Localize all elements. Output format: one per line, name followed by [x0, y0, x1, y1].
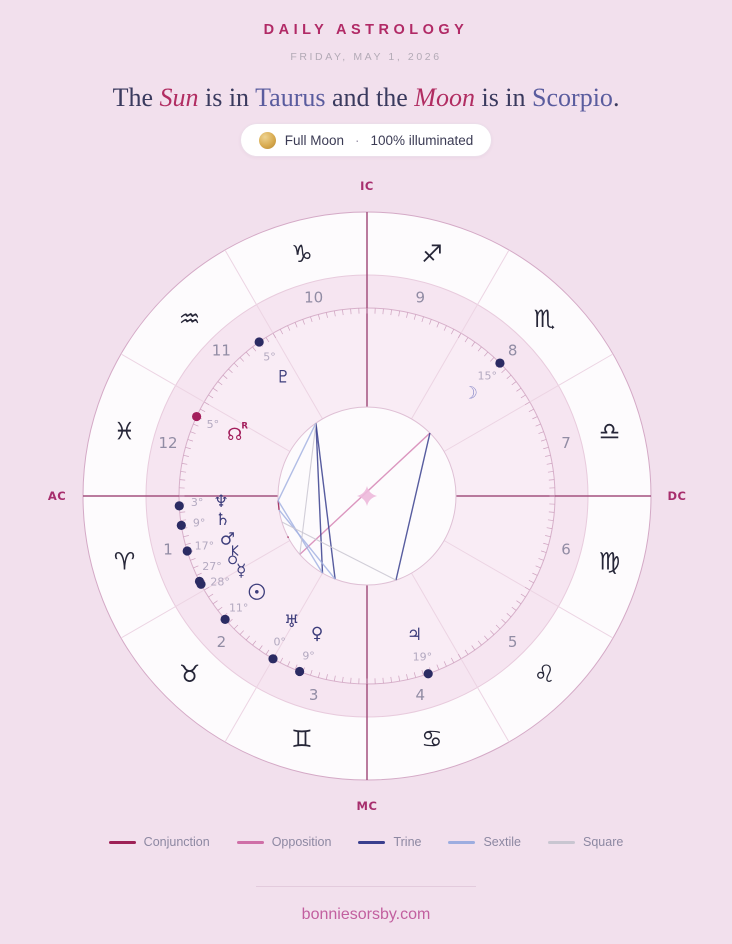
house-number: 1	[163, 540, 173, 559]
footer-divider	[256, 886, 476, 887]
headline-moon-sign: Scorpio	[532, 83, 613, 112]
planet-degree: 9°	[192, 516, 206, 530]
moon-phase-badge-wrap	[0, 123, 732, 157]
planet-dot-mars	[183, 546, 192, 555]
retrograde-marker: R	[241, 421, 248, 432]
zodiac-cancer-icon: ♋	[421, 724, 443, 753]
legend-label: Square	[583, 835, 624, 849]
zodiac-aries-icon: ♈	[113, 547, 136, 576]
headline-moon-word: Moon	[414, 83, 475, 112]
planet-dot-sun	[221, 615, 230, 624]
planet-degree: 17°	[194, 539, 215, 553]
headline	[0, 83, 732, 113]
mars-icon: ♂	[219, 529, 236, 550]
legend-label: Conjunction	[143, 835, 210, 849]
legend-swatch	[448, 841, 475, 844]
planet-degree: 3°	[190, 496, 204, 510]
legend-item-square	[548, 835, 623, 849]
north-node-icon: ☊	[227, 425, 243, 446]
zodiac-taurus-icon: ♉	[178, 659, 201, 688]
headline-suffix: .	[612, 83, 620, 112]
legend-label: Sextile	[483, 835, 521, 849]
axis-label-dc: DC	[667, 489, 687, 504]
planet-degree: 19°	[412, 650, 433, 664]
moon-phase-label: Full Moon	[284, 132, 344, 148]
planet-degree: 27°	[202, 559, 222, 573]
full-moon-icon	[259, 132, 276, 149]
axis-label-ac: AC	[47, 489, 67, 504]
pluto-icon: ♇	[275, 367, 291, 388]
legend-swatch	[548, 841, 575, 844]
house-number: 12	[158, 433, 178, 452]
zodiac-capricorn-icon: ♑	[291, 239, 313, 268]
house-number: 9	[415, 288, 426, 307]
zodiac-aquarius-icon: ♒	[178, 304, 201, 333]
planet-dot-jupiter	[424, 669, 433, 678]
planet-degree: 28°	[210, 575, 230, 589]
site-link[interactable]: bonniesorsby.com	[301, 906, 431, 923]
venus-icon: ♀	[310, 624, 324, 645]
zodiac-scorpio-icon: ♏	[533, 304, 556, 333]
house-number: 10	[304, 288, 324, 307]
legend-label: Opposition	[271, 835, 332, 849]
legend-label: Trine	[393, 835, 422, 849]
planet-dot-neptune	[175, 501, 184, 510]
headline-sun-sign: Taurus	[255, 83, 326, 112]
planet-degree: 11°	[228, 601, 249, 615]
planet-dot-saturn	[177, 521, 186, 530]
headline-mid2: and the	[325, 83, 415, 112]
planet-dot-moon	[495, 358, 504, 367]
badge-separator: ·	[354, 132, 360, 148]
page-title: DAILY ASTROLOGY	[263, 22, 469, 38]
page-date: FRIDAY, MAY 1, 2026	[290, 51, 442, 63]
moon-icon: ☽	[462, 383, 478, 404]
legend-item-opposition	[237, 835, 332, 849]
natal-chart-wheel	[0, 170, 732, 830]
aspect-conjunction-line	[288, 536, 289, 537]
zodiac-pisces-icon: ♓	[113, 417, 136, 446]
uranus-icon: ♅	[284, 612, 300, 633]
legend-item-conjunction	[109, 835, 210, 849]
legend-item-trine	[358, 835, 421, 849]
aspect-legend	[0, 835, 732, 849]
zodiac-libra-icon: ♎	[598, 417, 621, 446]
legend-swatch	[358, 841, 385, 844]
jupiter-icon: ♃	[406, 624, 423, 645]
legend-swatch	[109, 841, 136, 844]
planet-dot-uranus	[268, 654, 277, 663]
axis-label-mc: MC	[356, 799, 378, 814]
headline-sun-word: Sun	[159, 83, 199, 112]
planet-dot-pluto	[255, 337, 264, 346]
planet-degree: 15°	[477, 369, 497, 383]
house-number: 3	[308, 686, 319, 705]
axis-label-ic: IC	[360, 179, 374, 194]
house-number: 4	[415, 686, 426, 705]
legend-item-sextile	[448, 835, 521, 849]
planet-dot-north-node	[192, 412, 201, 421]
planet-dot-venus	[295, 667, 304, 676]
house-number: 8	[507, 341, 518, 360]
neptune-icon: ♆	[213, 492, 229, 513]
zodiac-leo-icon: ♌	[533, 659, 556, 688]
house-number: 2	[216, 632, 227, 651]
mercury-icon: ☿	[235, 561, 247, 582]
headline-mid3: is in	[474, 83, 533, 112]
zodiac-virgo-icon: ♍	[598, 547, 621, 576]
saturn-icon: ♄	[215, 509, 231, 530]
headline-mid1: is in	[198, 83, 256, 112]
house-number: 5	[507, 632, 518, 651]
zodiac-gemini-icon: ♊	[291, 724, 313, 753]
house-number: 7	[561, 433, 571, 452]
legend-swatch	[237, 841, 264, 844]
planet-degree: 0°	[273, 635, 286, 649]
headline-prefix: The	[112, 83, 160, 112]
planet-degree: 5°	[206, 418, 220, 432]
house-number: 6	[561, 540, 571, 559]
moon-illumination: 100% illuminated	[370, 132, 474, 148]
planet-dot-mercury	[196, 580, 205, 589]
moon-phase-badge	[240, 123, 493, 157]
planet-degree: 9°	[302, 649, 315, 663]
house-number: 11	[211, 341, 231, 360]
zodiac-sagittarius-icon: ♐	[421, 239, 443, 268]
planet-degree: 5°	[263, 350, 276, 364]
